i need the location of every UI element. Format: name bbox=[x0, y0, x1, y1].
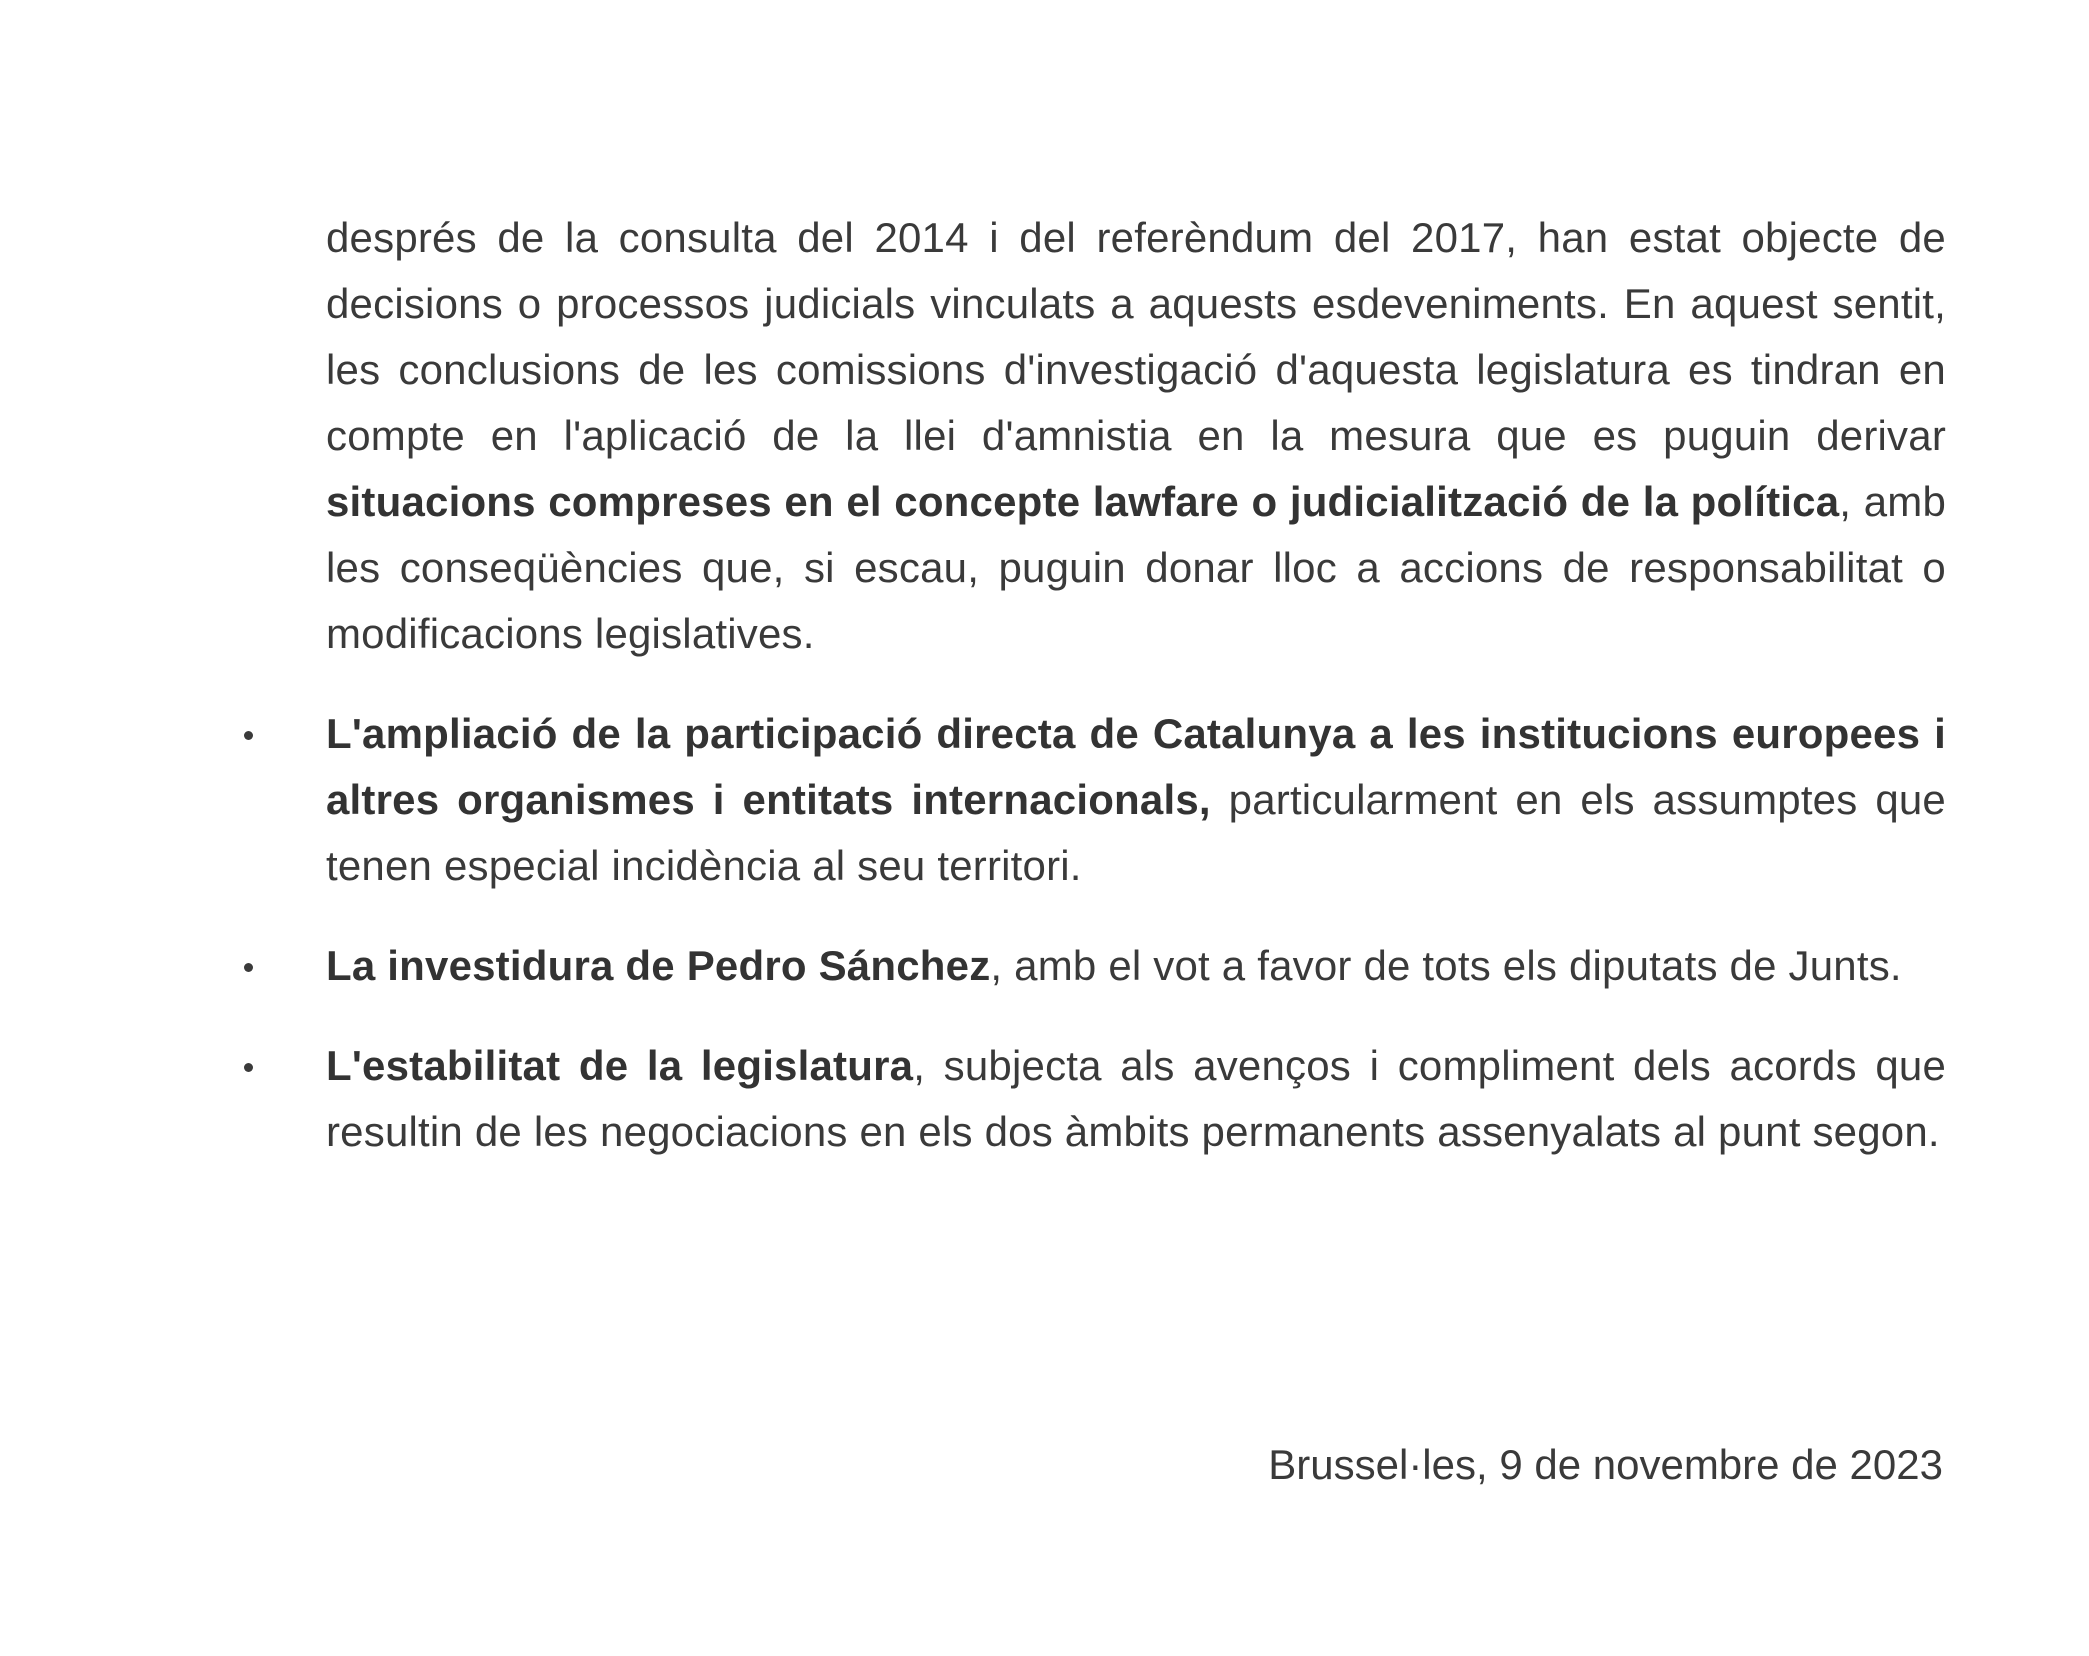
list-item bbox=[326, 701, 1946, 899]
bullet-bold-text: L'ampliació de la participació directa de Catalunya a les institucions europees i altres organismes i entitats internacionals, bbox=[326, 710, 1946, 823]
bullet-icon bbox=[244, 1063, 253, 1072]
list-item bbox=[326, 933, 1946, 999]
bullet-bold-text: La investidura de Pedro Sánchez bbox=[326, 942, 991, 989]
document-body bbox=[326, 205, 1946, 1199]
place-date-line: Brussel·les, 9 de novembre de 2023 bbox=[1268, 1441, 1943, 1488]
list-item bbox=[326, 1033, 1946, 1165]
bullet-text: , amb el vot a favor de tots els diputats de Junts. bbox=[990, 942, 1902, 989]
intro-text-2: , amb les conseqüències que, si escau, puguin donar lloc a accions de responsabilitat o modificacions legislatives. bbox=[326, 478, 1946, 657]
intro-text-1: després de la consulta del 2014 i del referèndum del 2017, han estat objecte de decisions o processos judicials vinculats a aquests esdeveniments. En aquest sentit, les conclusions de les comissions d'investigació d'aquesta legislatura es tindran en compte en l'aplicació de la llei d'amnistia en la mesura que es puguin derivar bbox=[326, 214, 1946, 459]
bullet-icon bbox=[244, 963, 253, 972]
intro-bold-text: situacions compreses en el concepte lawfare o judicialització de la política bbox=[326, 478, 1840, 525]
bullet-bold-text: L'estabilitat de la legislatura bbox=[326, 1042, 914, 1089]
bullet-list bbox=[326, 701, 1946, 1165]
bullet-text: particularment en els assumptes que tenen especial incidència al seu territori. bbox=[326, 776, 1946, 889]
bullet-icon bbox=[244, 731, 253, 740]
bullet-text: , subjecta als avenços i compliment dels acords que resultin de les negociacions en els dos àmbits permanents assenyalats al punt segon. bbox=[326, 1042, 1947, 1155]
intro-paragraph bbox=[326, 205, 1946, 667]
